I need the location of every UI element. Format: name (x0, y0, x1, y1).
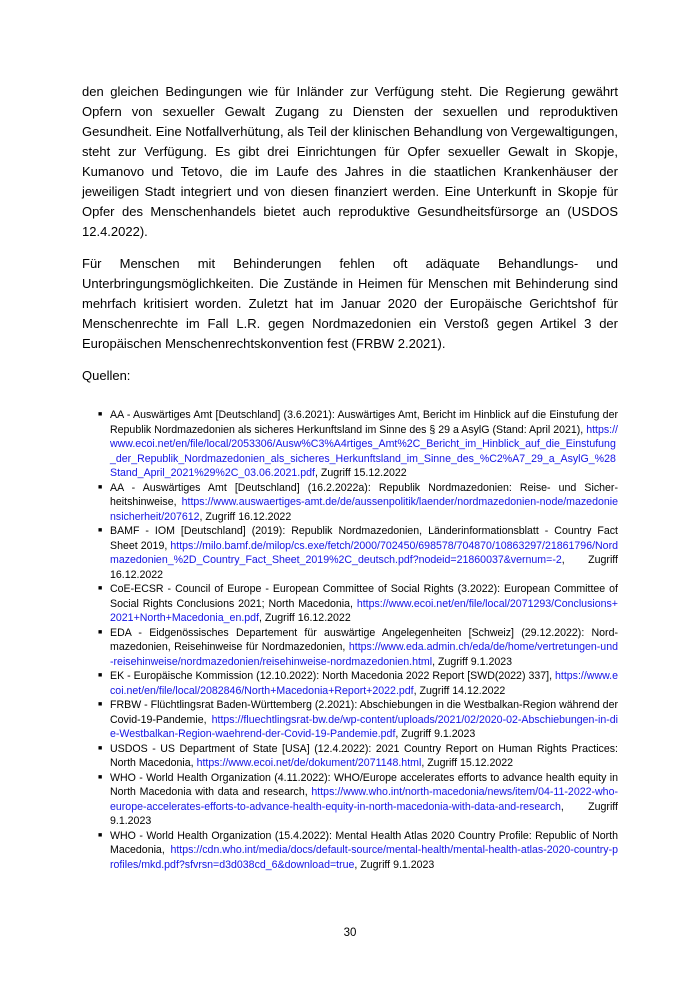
source-access-date: , Zugriff 14.12.2022 (413, 684, 506, 697)
source-link[interactable]: https://www.ecoi.net/de/dokument/2071148.html (196, 757, 422, 769)
source-text: EDA - Eidgenössisches Departement für auswärtige Angelegenheiten [Schweiz] (29.12.2022): Nordmazedonien, Reisehinweise für Nordmazedonien, (110, 626, 618, 653)
source-link[interactable]: https://www.ecoi.net/en/file/local/2053306/Ausw%C3%A4rtiges_Amt%2C_Bericht_im_Hinblick_auf_die_Einstufung_der_Republik_Nordmazedonien_als_sicheres_Herkunftsland_im_Sinne_des_%C2%A7_29_a_AsylG_%28Stand_April_2021%29%2C_03.06.2021.pdf (110, 423, 618, 479)
source-text: WHO - World Health Organization (15.4.2022): Mental Health Atlas 2020 Country Profile: Republic of North Macedonia, (110, 829, 618, 856)
source-text: WHO - World Health Organization (4.11.2022): WHO/Europe accelerates efforts to advance health equity in North Macedonia with data and research, (110, 771, 618, 798)
source-item-who-atlas (98, 829, 618, 873)
bullet-square-icon: ■ (98, 585, 103, 592)
bullet-square-icon: ■ (98, 628, 103, 636)
source-text: EK - Europäische Kommission (12.10.2022): North Macedonia 2022 Report [SWD(2022) 337], (110, 670, 555, 682)
source-access-date: , Zugriff 16.12.2022 (199, 510, 292, 523)
source-link[interactable]: https://www.eda.admin.ch/eda/de/home/vertretungen-und-reisehinweise/nordmazedonien/reisehinweise-nordmazedonien.html (110, 641, 618, 668)
source-link[interactable]: https://www.auswaertiges-amt.de/de/aussenpolitik/laender/nordmazedonien-node/mazedoniensicherheit/207612 (110, 496, 618, 523)
source-item-eda (98, 626, 618, 670)
source-item-frbw (98, 698, 618, 742)
source-link[interactable]: https://www.who.int/north-macedonia/news/item/04-11-2022-who-europe-accelerates-efforts-to-advance-health-equity-in-north-macedonia-with-data-and-research (110, 786, 618, 813)
page-number: 30 (343, 927, 357, 939)
source-access-date: , Zugriff 9.1.2023 (395, 728, 476, 740)
bullet-square-icon: ■ (98, 831, 103, 839)
body-paragraph-2: Für Menschen mit Behinderungen fehlen oft adäquate Behandlungs- und Unterbringungsmöglichkeiten. Die Zustände in Heimen für Menschen mit Behinderung sind mehrfach kritisiert worden. Zuletzt hat im Januar 2020 der Europäische Gerichtshof für Menschenrechte im Fall L.R. gegen Nordmazedonien ein Verstoß gegen Artikel 3 der Europäischen Menschenrechtskonvention fest (FRBW 2.2021). (82, 256, 618, 351)
bullet-square-icon: ■ (98, 744, 103, 752)
source-text: AA - Auswärtiges Amt [Deutschland] (16.2.2022a): Republik Nordmazedonien: Reise- und Sicherheitshinweise, (110, 481, 618, 508)
source-link[interactable]: https://fluechtlingsrat-bw.de/wp-content/uploads/2021/02/2020-02-Abschiebungen-in-die-Westbalkan-Region-waehrend-der-Covid-19-Pandemie.pdf (110, 713, 618, 740)
source-access-date: , Zugriff 9.1.2023 (432, 655, 513, 668)
source-item-who-news (98, 771, 618, 829)
sources-list (98, 408, 618, 872)
bullet-square-icon: ■ (98, 483, 103, 491)
bullet-square-icon: ■ (98, 527, 103, 534)
source-text: FRBW - Flüchtlingsrat Baden-Württemberg (2.2021): Abschiebungen in die Westbalkan-Region während der Covid-19-Pandemie, (110, 699, 618, 726)
source-access-date: , Zugriff 16.12.2022 (110, 554, 618, 581)
source-text: BAMF - IOM [Deutschland] (2019): Republik Nordmazedonien, Länderinformationsblatt - Country Fact Sheet 2019, (110, 525, 618, 552)
source-access-date: , Zugriff 9.1.2023 (110, 800, 618, 827)
bullet-square-icon: ■ (98, 672, 103, 679)
source-link[interactable]: https://cdn.who.int/media/docs/default-source/mental-health/mental-health-atlas-2020-country-profiles/mkd.pdf?sfvrsn=d3d038cd_6&download=true (110, 844, 618, 871)
source-link[interactable]: https://milo.bamf.de/milop/cs.exe/fetch/2000/702450/698578/704870/10863297/21861796/Nordmazedonien_%2D_Country_Fact_Sheet_2019%2C_deutsch.pdf?nodeid=21860037&vernum=-2 (110, 539, 618, 566)
bullet-square-icon: ■ (98, 701, 103, 708)
source-item-usdos (98, 742, 618, 771)
body-paragraph-1: den gleichen Bedingungen wie für Inländer zur Verfügung steht. Die Regierung gewährt Opfern von sexueller Gewalt Zugang zu Diensten der sexuellen und reproduktiven Gesundheit. Eine Notfallverhütung, als Teil der klinischen Behandlung von Vergewaltigungen, steht zur Verfügung. Es gibt drei Einrichtungen für Opfer sexueller Gewalt in Skopje, Kumanovo und Tetovo, die im Laufe des Jahres in die staatlichen Krankenhäuser der jeweiligen Stadt integriert und von diesen finanziert werden. Eine Unterkunft in Skopje für Opfer des Menschenhandels bietet auch reproduktive Gesundheitsfürsorge an (USDOS 12.4.2022). (82, 84, 619, 239)
source-access-date: , Zugriff 9.1.2023 (354, 858, 435, 871)
sources-heading: Quellen: (82, 368, 131, 383)
source-item-aa-2021 (98, 408, 618, 481)
document-page (82, 82, 618, 872)
source-text: CoE-ECSR - Council of Europe - European Committee of Social Rights (3.2022): European Committee of Social Rights Conclusions 2021; North Macedonia, (110, 583, 618, 610)
source-access-date: , Zugriff 16.12.2022 (259, 612, 351, 624)
bullet-square-icon: ■ (98, 773, 103, 781)
source-link[interactable]: https://www.ecoi.net/en/file/local/2071293/Conclusions+2021+North+Macedonia_en.pdf (110, 597, 618, 624)
source-access-date: , Zugriff 15.12.2022 (314, 467, 407, 479)
source-item-ek (98, 669, 618, 698)
source-text: USDOS - US Department of State [USA] (12.4.2022): 2021 Country Report on Human Rights Practices: North Macedonia, (110, 742, 618, 769)
source-item-aa-2022a (98, 481, 618, 525)
source-item-coe-ecsr (98, 582, 618, 626)
source-item-bamf (98, 524, 618, 582)
bullet-square-icon: ■ (98, 411, 103, 418)
source-text: AA - Auswärtiges Amt [Deutschland] (3.6.2021): Auswärtiges Amt, Bericht im Hinblick auf die Einstufung der Republik Nordmazedonien als sicheres Herkunftsland im Sinne des § 29 a AsylG (Stand: April 2021), (110, 409, 618, 436)
source-link[interactable]: https://www.ecoi.net/en/file/local/2082846/North+Macedonia+Report+2022.pdf (110, 670, 618, 697)
source-access-date: , Zugriff 15.12.2022 (421, 757, 514, 769)
